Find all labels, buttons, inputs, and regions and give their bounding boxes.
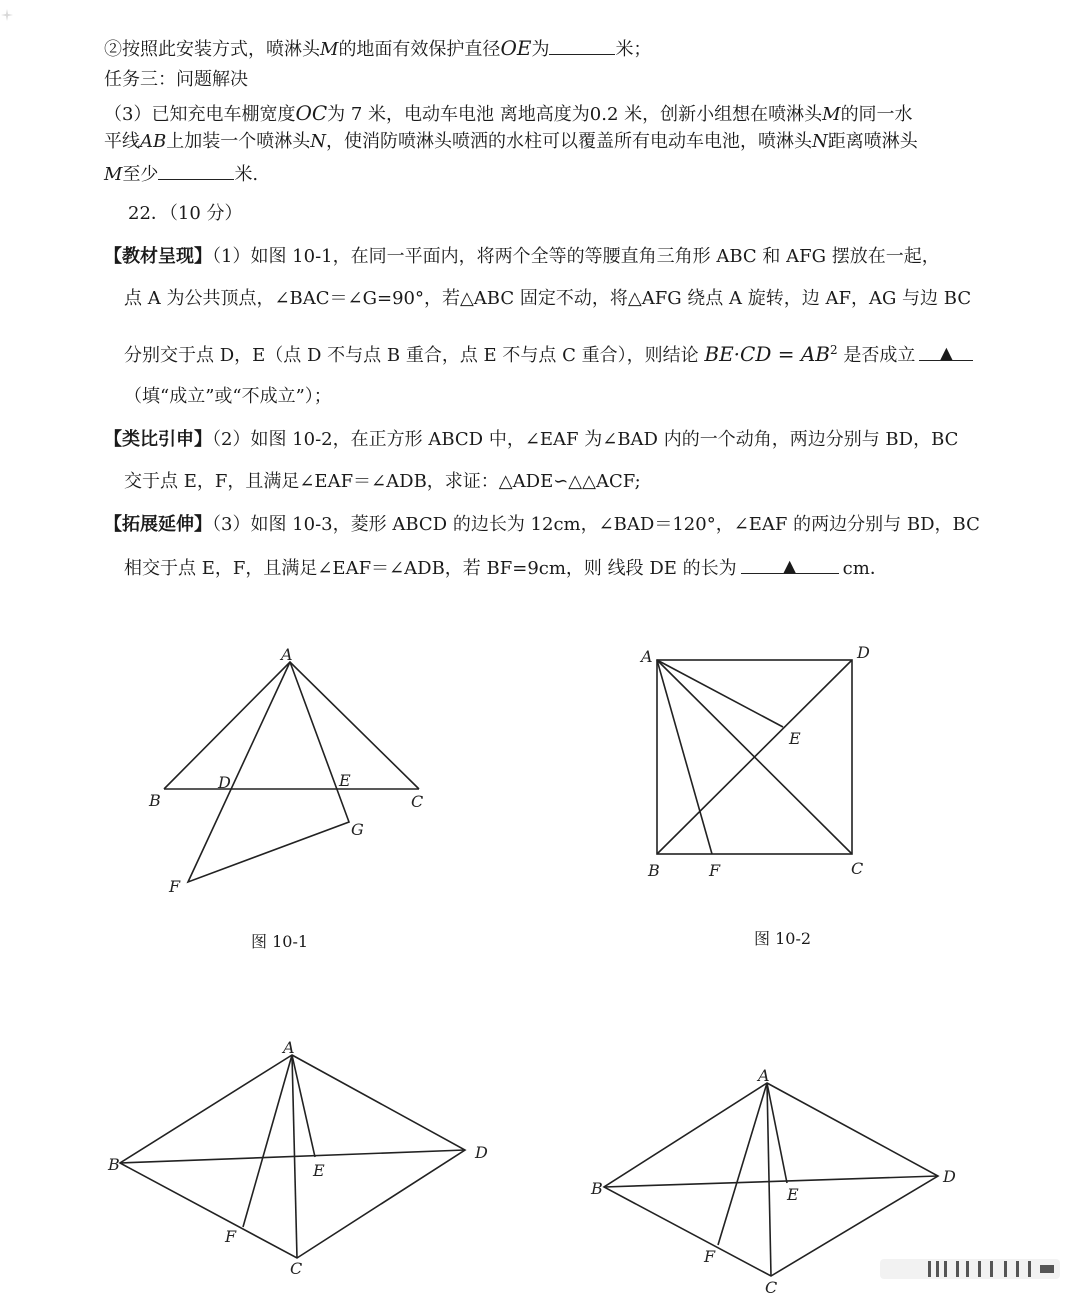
figure-10-2-diagram: [657, 660, 852, 854]
part1-answer-blank[interactable]: [919, 342, 973, 361]
fig3-label-f: F: [225, 1227, 237, 1246]
var-ab: AB: [140, 131, 167, 152]
fig2-label-d: D: [857, 643, 870, 662]
var-m: M: [320, 39, 339, 60]
q22-part1-line1: 【教材呈现】（1）如图 10-1，在同一平面内，将两个全等的等腰直角三角形 ABC 和 AFG 摆放在一起，: [104, 246, 940, 267]
tag-textbook: 【教材呈现】: [104, 246, 212, 267]
fig3-label-a: A: [283, 1038, 295, 1057]
fig1-label-c: C: [411, 792, 424, 811]
q22-part1-line4: （填“成立”或“不成立”）；: [124, 386, 332, 407]
fig3-label-d: D: [475, 1143, 488, 1162]
q2-line: ②按照此安装方式，喷淋头M的地面有效保护直径OE为 米；: [104, 36, 652, 60]
answer-triangle-icon: ▲: [783, 556, 796, 575]
q22-part3-line2: 相交于点 E，F，且满足∠EAF＝∠ADB，若 BF=9cm，则 线段 DE 的长为 ▲ cm．: [124, 556, 888, 579]
fig2-label-b: B: [648, 861, 660, 880]
fig1-label-e: E: [339, 771, 351, 790]
q22-part3-line1: 【拓展延伸】（3）如图 10-3，菱形 ABCD 的边长为 12cm，∠BAD＝120°，∠EAF 的两边分别与 BD，BC: [104, 514, 980, 535]
q22-part1-line3: 分别交于点 D，E（点 D 不与点 B 重合，点 E 不与点 C 重合），则结论 $BE\cdot CD = AB^2$ 是否成立 ▲: [124, 338, 973, 368]
figure-10-1-diagram: [164, 662, 419, 882]
fig4-label-a: A: [758, 1066, 770, 1085]
fig4-label-c: C: [765, 1278, 778, 1297]
q22-part2-line1: 【类比引申】（2）如图 10-2，在正方形 ABCD 中，∠EAF 为∠BAD 内的一个动角，两边分别与 BD，BC: [104, 429, 959, 450]
fig2-label-e: E: [789, 729, 801, 748]
fig2-caption: 图 10-2: [754, 929, 812, 948]
fig4-label-b: B: [591, 1179, 603, 1198]
fig4-label-d: D: [943, 1167, 956, 1186]
q3-answer-blank[interactable]: [158, 161, 234, 180]
part3-answer-blank[interactable]: [741, 555, 839, 574]
figure-10-3-right-diagram: [604, 1083, 938, 1276]
fig4-label-e: E: [787, 1185, 799, 1204]
fig2-label-c: C: [851, 859, 864, 878]
fig1-label-f: F: [169, 877, 181, 896]
var-n: N: [310, 131, 326, 152]
var-oe: OE: [500, 36, 532, 60]
task3-title: 任务三：问题解决: [104, 69, 248, 90]
q3-line1: （3）已知充电车棚宽度OC为 7 米，电动车电池 离地高度为0.2 米，创新小组想在喷淋头M的同一水: [104, 101, 913, 125]
fig2-label-a: A: [641, 647, 653, 666]
fig3-label-c: C: [290, 1259, 303, 1278]
fig1-label-a: A: [281, 645, 293, 664]
answer-triangle-icon: ▲: [940, 343, 953, 362]
fig3-label-b: B: [108, 1155, 120, 1174]
q2-answer-blank[interactable]: [549, 36, 615, 55]
fig1-caption: 图 10-1: [251, 932, 309, 951]
var-oc: OC: [295, 101, 328, 125]
figure-10-3-left-diagram: [120, 1055, 465, 1258]
tag-extension: 【拓展延伸】: [104, 514, 212, 535]
fig4-label-f: F: [704, 1247, 716, 1266]
q3-line2: 平线AB上加装一个喷淋头N，使消防喷淋头喷洒的水柱可以覆盖所有电动车电池，喷淋头N距离喷淋头: [104, 131, 918, 152]
q22-part1-line2: 点 A 为公共顶点，∠BAC＝∠G=90°，若△ABC 固定不动，将△AFG 绕点 A 旋转，边 AF，AG 与边 BC: [124, 288, 972, 309]
fig1-label-b: B: [149, 791, 161, 810]
fig2-label-f: F: [709, 861, 721, 880]
tag-analogy: 【类比引申】: [104, 429, 212, 450]
formula: BE·CD = AB: [704, 342, 830, 366]
fig3-label-e: E: [313, 1161, 325, 1180]
q3-line3: M至少 米.: [104, 161, 258, 187]
fig1-label-g: G: [351, 820, 364, 839]
q22-header: 22．（10 分）: [128, 203, 243, 224]
q22-part2-line2: 交于点 E，F，且满足∠EAF＝∠ADB，求证：△ADE∽△△ACF;: [124, 471, 641, 492]
sparkle-icon: [0, 8, 14, 22]
watermark-bars-icon: [880, 1256, 1060, 1282]
fig1-label-d: D: [218, 773, 231, 792]
